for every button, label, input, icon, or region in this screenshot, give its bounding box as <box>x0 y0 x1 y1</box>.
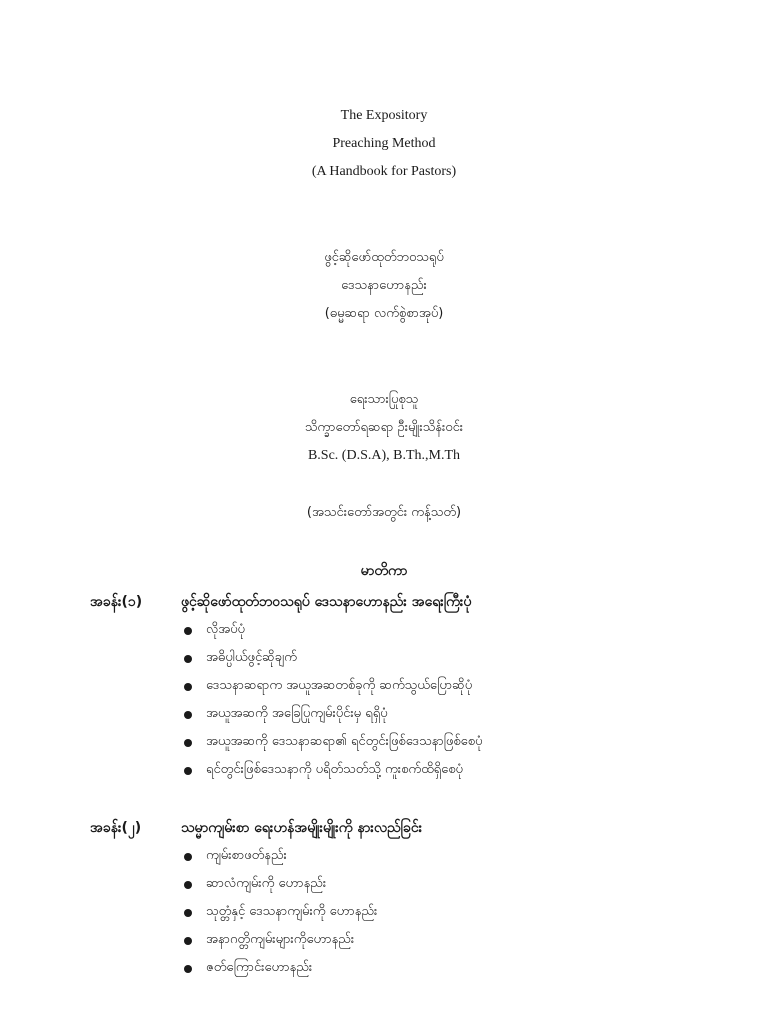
myanmar-subtitle: (ဓမ္မဆရာ လက်စွဲစာအုပ်) <box>324 306 444 321</box>
chapter-items <box>0 616 768 784</box>
bullet-icon <box>184 627 192 635</box>
list-item <box>0 870 768 898</box>
bullet-icon <box>184 683 192 691</box>
list-item-text: အယူအဆကို ဒေသနာဆရာ၏ ရင်တွင်းဖြစ်ဒေသနာဖြစ်စေပုံ <box>206 734 483 749</box>
list-item <box>0 926 768 954</box>
chapter-header <box>0 814 768 842</box>
list-item-text: ကျမ်းစာဖတ်နည်း <box>206 848 287 863</box>
list-item-text: အဓိပ္ပါယ်ဖွင့်ဆိုချက် <box>206 650 297 665</box>
list-item-text: အယူအဆကို အခြေပြုကျမ်းပိုင်းမှ ရရှိပုံ <box>206 706 388 721</box>
list-item <box>0 672 768 700</box>
list-item <box>0 756 768 784</box>
bullet-icon <box>184 655 192 663</box>
bullet-icon <box>184 739 192 747</box>
list-item-text: ဇတ်ကြောင်းဟောနည်း <box>206 960 313 975</box>
toc-chapter-1 <box>0 588 768 784</box>
author-label: ရေးသားပြုစုသူ <box>349 392 419 407</box>
chapter-title: သမ္မာကျမ်းစာ ရေးဟန်အမျိုးမျိုးကို နားလည်ခြင်း <box>181 820 423 836</box>
list-item <box>0 898 768 926</box>
bullet-icon <box>184 711 192 719</box>
bullet-icon <box>184 909 192 917</box>
english-subtitle: (A Handbook for Pastors) <box>311 164 457 179</box>
myanmar-title <box>0 244 768 328</box>
chapter-title: ဖွင့်ဆိုဖော်ထုတ်ဘ၀သရုပ် ဒေသနာဟောနည်း အရေးကြီးပုံ <box>181 594 472 610</box>
list-item-text: ရင်တွင်းဖြစ်ဒေသနာကို ပရိတ်သတ်သို့ ကူးစက်ထိရှိစေပုံ <box>206 762 463 777</box>
author-block <box>0 386 768 470</box>
bullet-icon <box>184 853 192 861</box>
english-title-line-2: Preaching Method <box>332 136 436 151</box>
bullet-icon <box>184 965 192 973</box>
list-item <box>0 644 768 672</box>
bullet-icon <box>184 881 192 889</box>
author-degrees: B.Sc. (D.S.A), B.Th.,M.Th <box>307 448 461 463</box>
list-item-text: ဆာလံကျမ်းကို ဟောနည်း <box>206 876 327 891</box>
english-title <box>0 102 768 186</box>
list-item-text: သုတ္တံနှင့် ဒေသနာကျမ်းကို ဟောနည်း <box>206 904 378 919</box>
list-item-text: ဒေသနာဆရာက အယူအဆတစ်ခုကို ဆက်သွယ်ပြောဆိုပုံ <box>206 678 473 693</box>
toc-chapter-2 <box>0 814 768 982</box>
myanmar-title-line-2: ဒေသနာဟောနည်း <box>341 278 427 293</box>
chapter-items <box>0 842 768 982</box>
chapter-label: အခန်း(၁) <box>90 594 143 610</box>
english-title-line-1: The Expository <box>340 108 428 123</box>
list-item <box>0 954 768 982</box>
restriction-note <box>0 499 768 527</box>
chapter-header <box>0 588 768 616</box>
bullet-icon <box>184 937 192 945</box>
list-item <box>0 728 768 756</box>
chapter-label: အခန်း(၂) <box>90 820 142 836</box>
bullet-icon <box>184 767 192 775</box>
list-item <box>0 700 768 728</box>
list-item-text: လိုအပ်ပုံ <box>206 622 245 637</box>
restriction-note-text: (အသင်းတော်အတွင်း ကန့်သတ်) <box>306 505 462 520</box>
list-item <box>0 842 768 870</box>
list-item-text: အနာဂတ္တိကျမ်းများကိုဟောနည်း <box>206 932 355 947</box>
toc-heading: မာတိကာ <box>360 563 408 579</box>
list-item <box>0 616 768 644</box>
myanmar-title-line-1: ဖွင့်ဆိုဖော်ထုတ်ဘ၀သရုပ် <box>324 250 444 265</box>
author-name: သိက္ခာတော်ရဆရာ ဦးမျိုးသိန်း၀င်း <box>304 420 464 435</box>
